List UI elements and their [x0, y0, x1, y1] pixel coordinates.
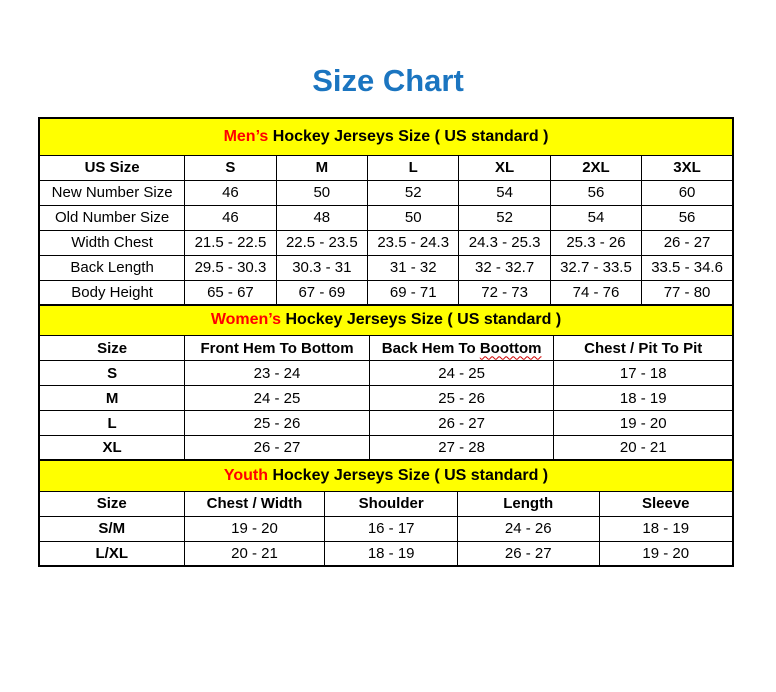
womens-col-header-1: Front Hem To Bottom [185, 336, 370, 361]
mens-cell-3-5: 33.5 - 34.6 [642, 255, 733, 280]
youth-row-1 [39, 541, 733, 566]
womens-cell-2-0: 25 - 26 [185, 411, 370, 436]
youth-cell-1-1: 18 - 19 [325, 541, 458, 566]
mens-cell-1-0: 46 [185, 205, 276, 230]
mens-row-3-label: Back Length [39, 255, 185, 280]
size-chart-tables [38, 117, 734, 567]
womens-cell-1-0: 24 - 25 [185, 386, 370, 411]
mens-cell-0-1: 50 [276, 180, 367, 205]
youth-banner-text: Hockey Jerseys Size ( US standard ) [268, 466, 549, 484]
mens-cell-3-3: 32 - 32.7 [459, 255, 550, 280]
womens-col-header-2 [369, 336, 554, 361]
mens-cell-2-0: 21.5 - 22.5 [185, 230, 276, 255]
womens-col-header-0: Size [39, 336, 185, 361]
womens-cell-2-1: 26 - 27 [369, 411, 554, 436]
womens-row-1-label: M [39, 386, 185, 411]
youth-cell-1-0: 20 - 21 [184, 541, 325, 566]
womens-row-3-label: XL [39, 436, 185, 461]
mens-col-header-4: XL [459, 155, 550, 180]
youth-banner-highlight: Youth [223, 466, 268, 484]
mens-row-1-label: Old Number Size [39, 205, 185, 230]
mens-cell-0-5: 60 [642, 180, 733, 205]
mens-cell-4-5: 77 - 80 [642, 280, 733, 305]
womens-banner-row [39, 305, 733, 336]
mens-cell-4-0: 65 - 67 [185, 280, 276, 305]
womens-cell-1-1: 25 - 26 [369, 386, 554, 411]
mens-cell-1-2: 50 [368, 205, 459, 230]
womens-cell-3-0: 26 - 27 [185, 436, 370, 461]
womens-row-2 [39, 411, 733, 436]
mens-cell-0-0: 46 [185, 180, 276, 205]
youth-cell-0-0: 19 - 20 [184, 516, 325, 541]
mens-col-header-2: M [276, 155, 367, 180]
mens-cell-2-4: 25.3 - 26 [550, 230, 641, 255]
mens-cell-0-2: 52 [368, 180, 459, 205]
mens-table [38, 117, 734, 306]
womens-cell-0-1: 24 - 25 [369, 361, 554, 386]
mens-cell-2-1: 22.5 - 23.5 [276, 230, 367, 255]
womens-cell-3-2: 20 - 21 [554, 436, 733, 461]
mens-row-0-label: New Number Size [39, 180, 185, 205]
mens-banner [39, 118, 733, 155]
mens-row-3 [39, 255, 733, 280]
mens-cell-2-2: 23.5 - 24.3 [368, 230, 459, 255]
mens-cell-3-4: 32.7 - 33.5 [550, 255, 641, 280]
youth-col-header-4: Sleeve [599, 491, 733, 516]
womens-cell-0-0: 23 - 24 [185, 361, 370, 386]
mens-cell-4-1: 67 - 69 [276, 280, 367, 305]
womens-col-header-misspelled-word: Boottom [479, 339, 542, 357]
womens-row-1 [39, 386, 733, 411]
mens-cell-1-4: 54 [550, 205, 641, 230]
womens-header-row [39, 336, 733, 361]
youth-header-row [39, 491, 733, 516]
youth-cell-1-3: 19 - 20 [599, 541, 733, 566]
youth-banner-row [39, 460, 733, 491]
mens-row-2 [39, 230, 733, 255]
mens-banner-text: Hockey Jerseys Size ( US standard ) [268, 127, 549, 145]
mens-cell-4-3: 72 - 73 [459, 280, 550, 305]
mens-row-4-label: Body Height [39, 280, 185, 305]
womens-cell-3-1: 27 - 28 [369, 436, 554, 461]
page-title: Size Chart [312, 63, 464, 98]
mens-row-1 [39, 205, 733, 230]
mens-col-header-0: US Size [39, 155, 185, 180]
youth-row-0 [39, 516, 733, 541]
youth-col-header-2: Shoulder [325, 491, 458, 516]
womens-size-table [38, 304, 734, 462]
youth-row-1-label: L/XL [39, 541, 184, 566]
womens-row-0 [39, 361, 733, 386]
mens-cell-4-4: 74 - 76 [550, 280, 641, 305]
mens-header-row [39, 155, 733, 180]
youth-cell-0-2: 24 - 26 [457, 516, 599, 541]
womens-row-3 [39, 436, 733, 461]
mens-cell-1-1: 48 [276, 205, 367, 230]
youth-cell-0-3: 18 - 19 [599, 516, 733, 541]
womens-row-2-label: L [39, 411, 185, 436]
mens-cell-3-2: 31 - 32 [368, 255, 459, 280]
mens-col-header-1: S [185, 155, 276, 180]
womens-banner-text: Hockey Jerseys Size ( US standard ) [281, 311, 562, 329]
womens-table [38, 304, 734, 462]
womens-cell-2-2: 19 - 20 [554, 411, 733, 436]
mens-cell-3-0: 29.5 - 30.3 [185, 255, 276, 280]
mens-cell-0-3: 54 [459, 180, 550, 205]
womens-cell-1-2: 18 - 19 [554, 386, 733, 411]
youth-size-table [38, 459, 734, 567]
womens-col-header-prefix: Back Hem To [381, 339, 480, 357]
youth-table [38, 459, 734, 567]
mens-cell-2-5: 26 - 27 [642, 230, 733, 255]
mens-cell-4-2: 69 - 71 [368, 280, 459, 305]
mens-row-0 [39, 180, 733, 205]
womens-col-header-3: Chest / Pit To Pit [554, 336, 733, 361]
youth-col-header-0: Size [39, 491, 184, 516]
youth-cell-0-1: 16 - 17 [325, 516, 458, 541]
youth-banner [39, 460, 733, 491]
womens-row-0-label: S [39, 361, 185, 386]
youth-col-header-3: Length [457, 491, 599, 516]
youth-col-header-1: Chest / Width [184, 491, 325, 516]
mens-row-4 [39, 280, 733, 305]
mens-cell-3-1: 30.3 - 31 [276, 255, 367, 280]
mens-cell-2-3: 24.3 - 25.3 [459, 230, 550, 255]
youth-cell-1-2: 26 - 27 [457, 541, 599, 566]
mens-col-header-6: 3XL [642, 155, 733, 180]
mens-col-header-5: 2XL [550, 155, 641, 180]
mens-row-2-label: Width Chest [39, 230, 185, 255]
mens-banner-row [39, 118, 733, 155]
youth-row-0-label: S/M [39, 516, 184, 541]
mens-cell-1-3: 52 [459, 205, 550, 230]
mens-size-table [38, 117, 734, 306]
womens-banner-highlight: Women’s [210, 311, 282, 329]
mens-cell-0-4: 56 [550, 180, 641, 205]
womens-banner [39, 305, 733, 336]
mens-banner-highlight: Men’s [223, 127, 269, 145]
mens-col-header-3: L [368, 155, 459, 180]
mens-cell-1-5: 56 [642, 205, 733, 230]
womens-cell-0-2: 17 - 18 [554, 361, 733, 386]
